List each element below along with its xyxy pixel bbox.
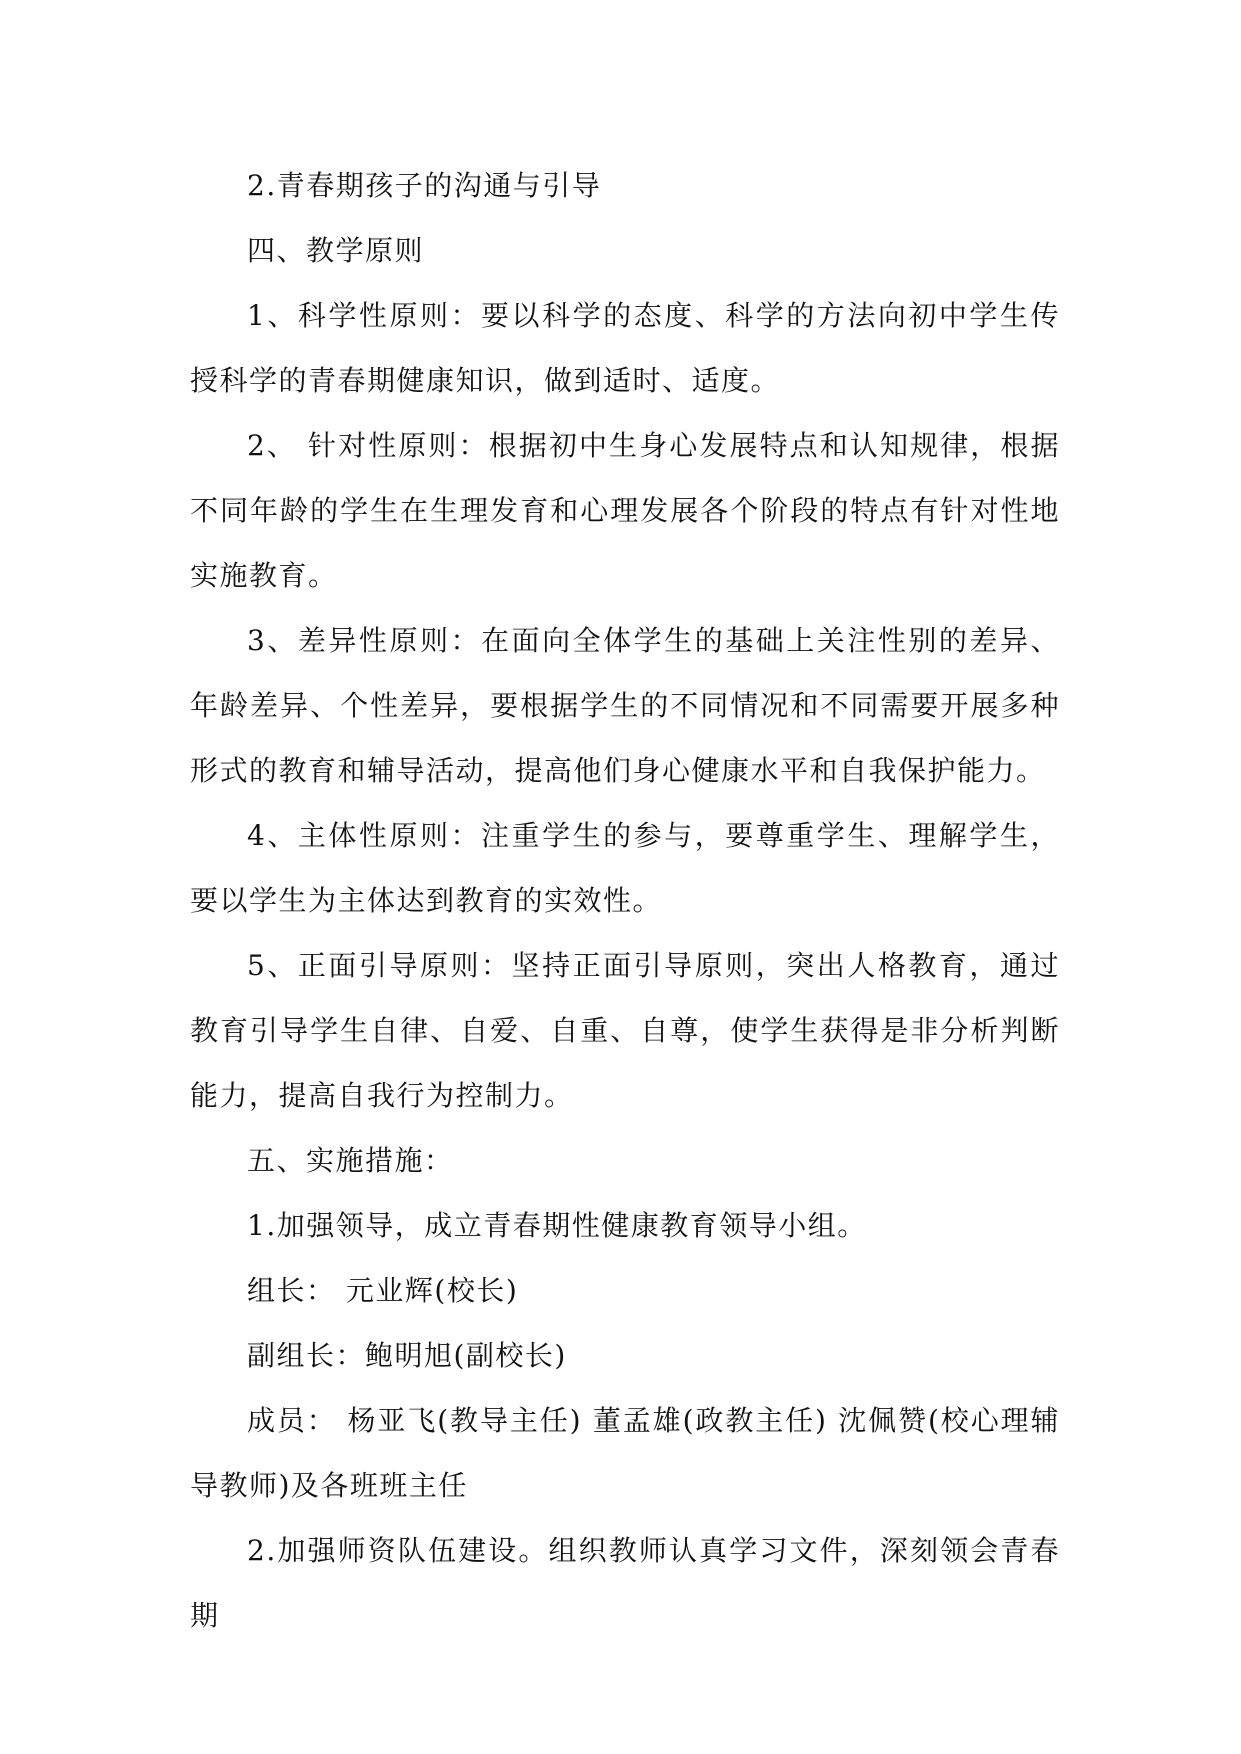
paragraph-difference-principle: 3、差异性原则：在面向全体学生的基础上关注性别的差异、年龄差异、个性差异，要根据学生的不同情况和不同需要开展多种形式的教育和辅导活动，提高他们身心健康水平和自我保护能力。	[190, 624, 1060, 787]
section-heading-teaching-principles: 四、教学原则	[247, 234, 425, 267]
section-heading-implementation-measures: 五、实施措施：	[247, 1144, 454, 1177]
paragraph-group-leader: 组长： 元业辉(校长)	[247, 1274, 519, 1307]
subheading-parent-communication: 2.青春期孩子的沟通与引导	[247, 169, 602, 202]
paragraph-scientific-principle: 1、科学性原则：要以科学的态度、科学的方法向初中学生传授科学的青春期健康知识，做到适时、适度。	[190, 299, 1060, 397]
paragraph-positive-guidance-principle: 5、正面引导原则：坚持正面引导原则，突出人格教育，通过教育引导学生自律、自爱、自重、自尊，使学生获得是非分析判断能力，提高自我行为控制力。	[190, 949, 1060, 1112]
paragraph-members: 成员： 杨亚飞(教导主任) 董孟雄(政教主任) 沈佩赞(校心理辅导教师)及各班班主任	[190, 1404, 1060, 1502]
paragraph-deputy-leader: 副组长：鲍明旭(副校长)	[247, 1339, 567, 1372]
paragraph-targeted-principle: 2、 针对性原则：根据初中生身心发展特点和认知规律，根据不同年龄的学生在生理发育和心理发展各个阶段的特点有针对性地实施教育。	[190, 429, 1060, 592]
document-body	[190, 153, 1060, 1648]
paragraph-teacher-team-building: 2.加强师资队伍建设。组织教师认真学习文件，深刻领会青春期	[190, 1534, 1060, 1632]
paragraph-strengthen-leadership: 1.加强领导，成立青春期性健康教育领导小组。	[247, 1209, 867, 1242]
paragraph-subject-principle: 4、主体性原则：注重学生的参与，要尊重学生、理解学生，要以学生为主体达到教育的实效性。	[190, 819, 1060, 917]
